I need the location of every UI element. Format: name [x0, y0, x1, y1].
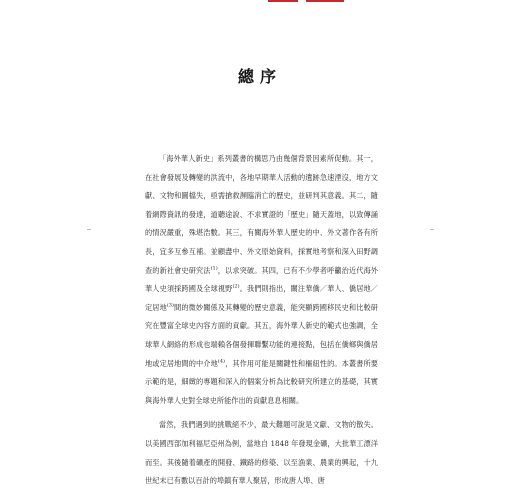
paragraph-text: ，以求突破。其四，已有不少學者呼籲治近代海外華人史須採跨國及全球視野 — [145, 265, 378, 294]
crop-mark-right — [430, 229, 434, 230]
paragraph-text: ，其作用可能是關鍵性和樞紐性的。本叢書所要示範的是，細緻的專題和深入的個案分析為比較研究所建立的基礎，其實與海外華人史對全球史所能作出的貢獻息息相關。 — [145, 358, 378, 405]
body-text — [145, 150, 378, 491]
page-title: 總序 — [237, 67, 282, 86]
footnote-marker: (3) — [166, 302, 174, 309]
header-mark-left — [268, 0, 298, 2]
footnote-marker: (4) — [217, 358, 225, 365]
header-mark-right — [306, 0, 344, 2]
paragraph-text: 間的微妙關係及其轉變的歷史意義，能突顯跨國移民史和比較研究在豐富全球史內容方面的貢獻。其五，海外華人新史的範式也強調，全球華人網絡的形成也端賴各個發揮聯繫功能的連接點，包括在僑鄉與僑居地或定居地間的中介地 — [145, 302, 378, 368]
paragraph-text: 「海外華人新史」系列叢書的構思乃由幾個背景因素所促動。其一，在社會發展及轉變的洪流中，各地早期華人活動的遺跡急速湮沒，地方文獻、文物和圖檔失，亟需搶救瀕臨消亡的歷史，並研判其意義。其二，隨着網際資訊的發達，道聽途說、不求實證的「歷史」隨天蓋地，以致傳誦的情況嚴重，殊堪浩數。其三，有關海外華人歷史的中、外文著作各有所長，宜多互參互補。並顧盡中、外文原始資料，採實地考察和深入田野調查的新社會史研究法 — [145, 154, 378, 275]
crop-mark-left — [87, 229, 91, 230]
body-paragraph — [145, 150, 378, 410]
paragraph-text: 。我們則指出，關注華僑／華人、僑居地／定居地 — [145, 284, 378, 312]
paragraph-text: 當然，我們遇到的挑戰絕不少，最大難題可說是文獻、文物的散失。以美國西部加利福尼亞州為例，當地自 1848 年發現金礦，大批華工漂洋而至。其後隨着礦產的開發、鐵路的修築、以至漁業、農業的興起，十九世紀末已有數以百計的埠鎮有華人聚居，形成唐人埠、唐 — [145, 420, 378, 486]
body-paragraph — [145, 416, 378, 490]
footnote-marker: (1) — [210, 265, 218, 272]
footnote-marker: (2) — [232, 283, 240, 290]
